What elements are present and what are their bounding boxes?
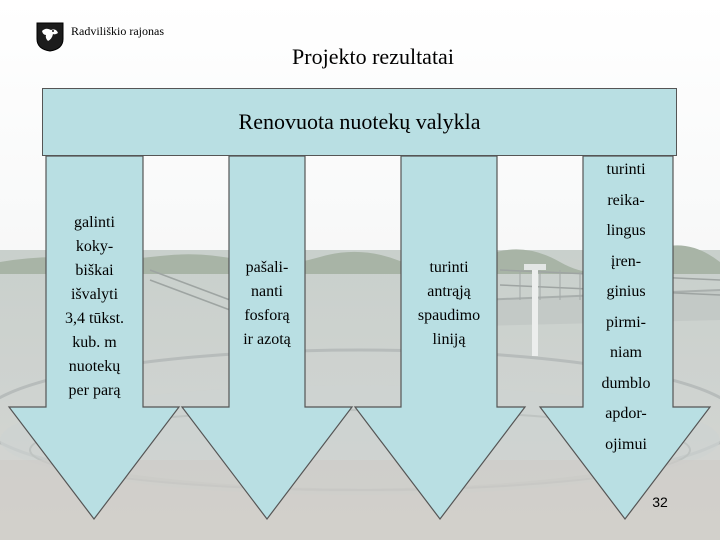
arrow-4-line: reika- xyxy=(607,191,645,209)
arrow-4-line: dumblo xyxy=(601,374,651,392)
banner-treatment-plant xyxy=(42,88,677,156)
arrow-4-line: ginius xyxy=(606,283,646,300)
arrow-2-text xyxy=(229,256,305,352)
arrow-3-line: turinti xyxy=(429,259,469,276)
organization-name: Radviliškio rajonas xyxy=(71,24,164,38)
arrow-4-line: turinti xyxy=(606,161,646,178)
arrow-2-line: fosforą xyxy=(244,307,290,324)
arrow-3-line: antrąją xyxy=(427,283,471,300)
arrow-4-line: pirmi- xyxy=(606,313,646,331)
arrow-2-line: pašali- xyxy=(245,259,289,276)
arrow-1-line: nuotekų xyxy=(68,358,121,375)
arrow-3-line: liniją xyxy=(432,331,466,348)
arrow-1-line: išvalyti xyxy=(70,286,119,303)
arrow-4-line: lingus xyxy=(606,222,646,239)
arrow-1-text xyxy=(46,211,143,403)
arrow-1-line: kub. m xyxy=(72,334,117,351)
arrow-4-line: apdor- xyxy=(605,405,647,422)
arrow-4-line: ojimui xyxy=(605,435,647,453)
page-number: 32 xyxy=(652,494,668,510)
arrow-1-line: biškai xyxy=(75,262,114,279)
arrow-2-line: ir azotą xyxy=(243,331,291,348)
arrow-1-line: per parą xyxy=(68,382,121,399)
arrow-4-line: įren- xyxy=(610,252,642,270)
banner-label: Renovuota nuotekų valykla xyxy=(238,109,481,134)
arrow-4-text xyxy=(581,155,671,460)
arrow-3-text xyxy=(401,256,497,352)
arrow-4-line: niam xyxy=(610,344,642,361)
arrow-3-line: spaudimo xyxy=(417,307,481,324)
arrow-1-line: 3,4 tūkst. xyxy=(64,310,125,327)
arrow-2-line: nanti xyxy=(251,283,283,300)
arrow-1-line: koky- xyxy=(75,238,114,255)
slide-title: Projekto rezultatai xyxy=(292,44,454,69)
arrow-1-line: galinti xyxy=(74,214,115,231)
